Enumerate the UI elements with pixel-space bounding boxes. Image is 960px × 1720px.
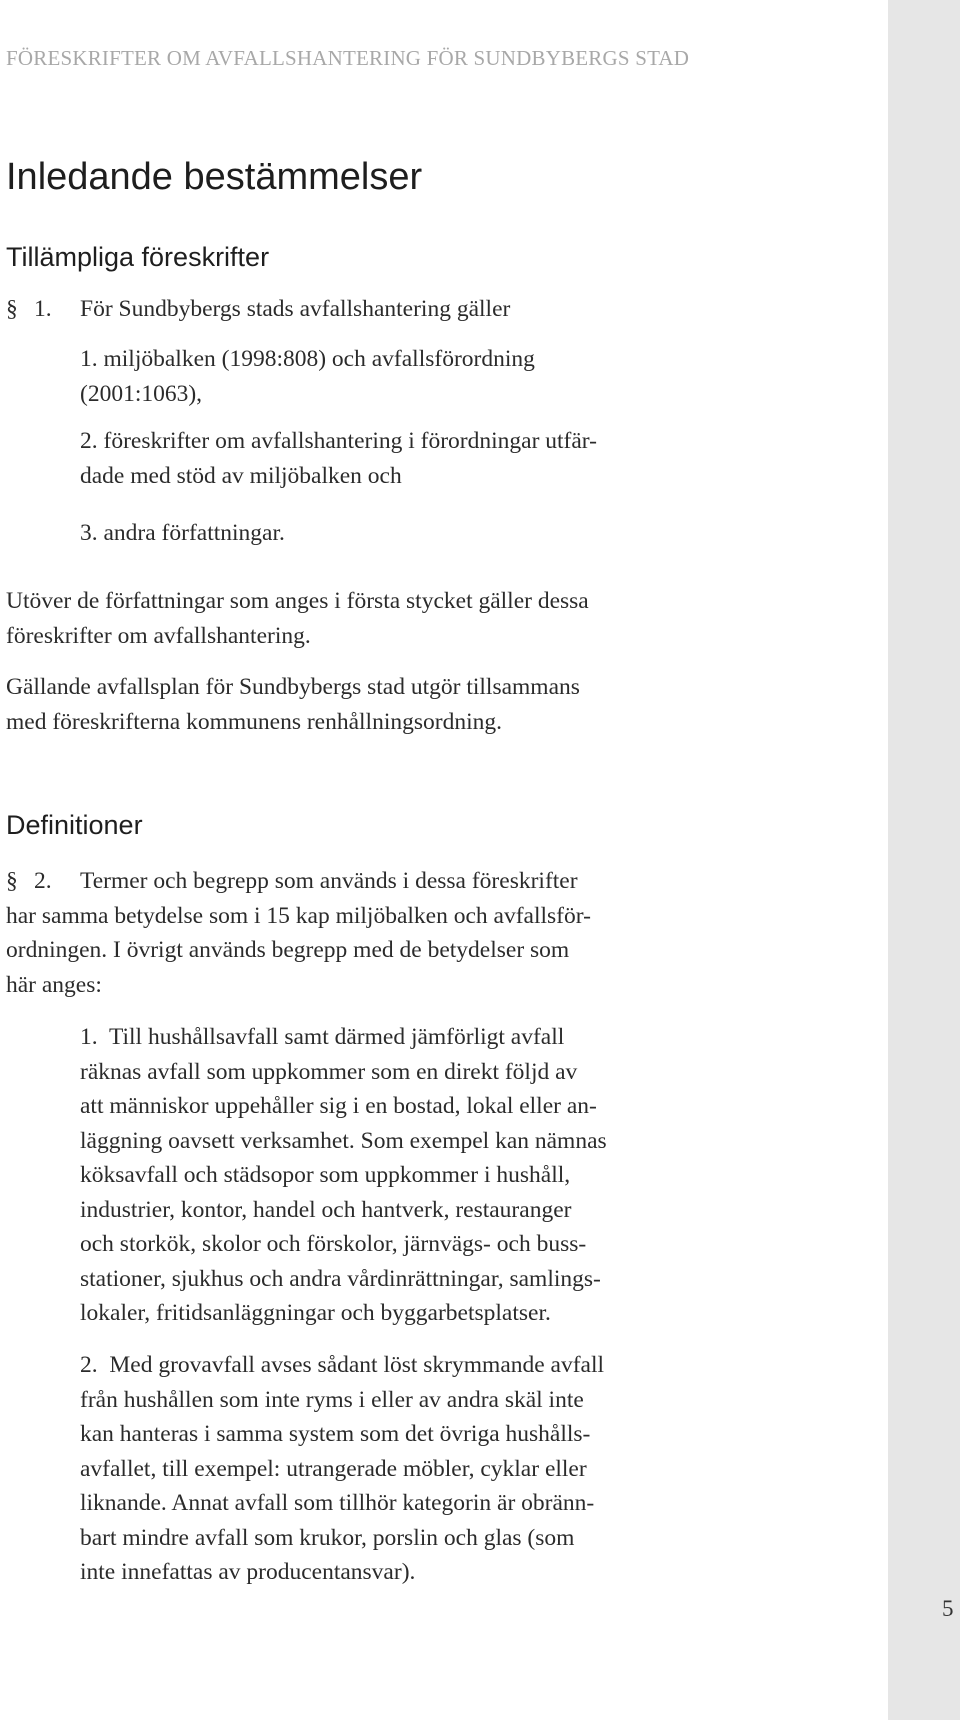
- definition-line: 2. Med grovavfall avses sådant löst skrymmande avfall: [80, 1352, 605, 1378]
- paragraph-line: med föreskrifterna kommunens renhållningsordning.: [6, 708, 502, 735]
- definition-line: industrier, kontor, handel och hantverk, restauranger: [80, 1196, 572, 1223]
- paragraph-number: 1.: [34, 296, 52, 322]
- paragraph: [6, 584, 589, 653]
- definition-line: köksavfall och städsopor som uppkommer i hushåll,: [80, 1162, 571, 1188]
- definition-line: 1. Till hushållsavfall samt därmed jämförligt avfall: [80, 1024, 565, 1050]
- paragraph-line: ordningen. I övrigt används begrepp med de betydelser som: [6, 937, 570, 963]
- list-item: [80, 424, 597, 493]
- definition-line: avfallet, till exempel: utrangerade möbler, cyklar eller: [80, 1455, 587, 1482]
- definition-line: inte innefattas av producentansvar).: [80, 1559, 416, 1585]
- definition-line: räknas avfall som uppkommer som en direkt följd av: [80, 1058, 578, 1085]
- page-number: 5: [942, 1596, 954, 1621]
- running-header: FÖRESKRIFTER OM AVFALLSHANTERING FÖR SUNDBYBERGS STAD: [6, 46, 690, 70]
- list-item-line: 3. andra författningar.: [80, 520, 285, 546]
- definition-line: lokaler, fritidsanläggningar och byggarbetsplatser.: [80, 1300, 551, 1326]
- paragraph-line: föreskrifter om avfallshantering.: [6, 622, 311, 649]
- paragraph: [6, 670, 580, 739]
- definition-line: att människor uppehåller sig i en bostad, lokal eller an-: [80, 1093, 597, 1119]
- paragraph-1-intro: [6, 292, 510, 327]
- definition-line: och storkök, skolor och förskolor, järnvägs- och buss-: [80, 1231, 587, 1257]
- definition-line: kan hanteras i samma system som det övriga hushålls-: [80, 1421, 591, 1447]
- list-item-line: (2001:1063),: [80, 380, 203, 407]
- section-mark: §: [6, 868, 18, 894]
- definition-line: stationer, sjukhus och andra vårdinrättningar, samlings-: [80, 1265, 601, 1292]
- paragraph-line: här anges:: [6, 971, 102, 998]
- paragraph-number: 2.: [34, 868, 52, 894]
- definition-line: bart mindre avfall som krukor, porslin och glas (som: [80, 1524, 575, 1551]
- paragraph-line: Gällande avfallsplan för Sundbybergs stad utgör tillsammans: [6, 674, 580, 700]
- definition-line: läggning oavsett verksamhet. Som exempel kan nämnas: [80, 1127, 607, 1154]
- paragraph-line: har samma betydelse som i 15 kap miljöbalken och avfallsför-: [6, 902, 591, 929]
- list-item-line: 1. miljöbalken (1998:808) och avfallsförordning: [80, 346, 535, 372]
- section-heading-definitioner: Definitioner: [6, 810, 143, 840]
- list-item: [80, 516, 285, 551]
- page-margin-band: [888, 0, 960, 1720]
- definition-line: liknande. Annat avfall som tillhör kategorin är obränn-: [80, 1490, 595, 1516]
- definition-line: från hushållen som inte ryms i eller av andra skäl inte: [80, 1386, 584, 1413]
- list-item-line: 2. föreskrifter om avfallshantering i förordningar utfär-: [80, 428, 597, 454]
- paragraph-2: [6, 864, 591, 1002]
- paragraph-line: Utöver de författningar som anges i första stycket gäller dessa: [6, 588, 589, 614]
- list-item: [80, 342, 535, 411]
- list-item-line: dade med stöd av miljöbalken och: [80, 462, 402, 489]
- section-mark: §: [6, 296, 18, 322]
- section-heading-tillampliga: Tillämpliga föreskrifter: [6, 242, 270, 272]
- definition-item-1: [80, 1020, 607, 1331]
- definition-item-2: [80, 1348, 604, 1590]
- paragraph-line: Termer och begrepp som används i dessa föreskrifter: [80, 868, 578, 894]
- page-title: Inledande bestämmelser: [6, 156, 423, 198]
- paragraph-text: För Sundbybergs stads avfallshantering gäller: [80, 296, 511, 322]
